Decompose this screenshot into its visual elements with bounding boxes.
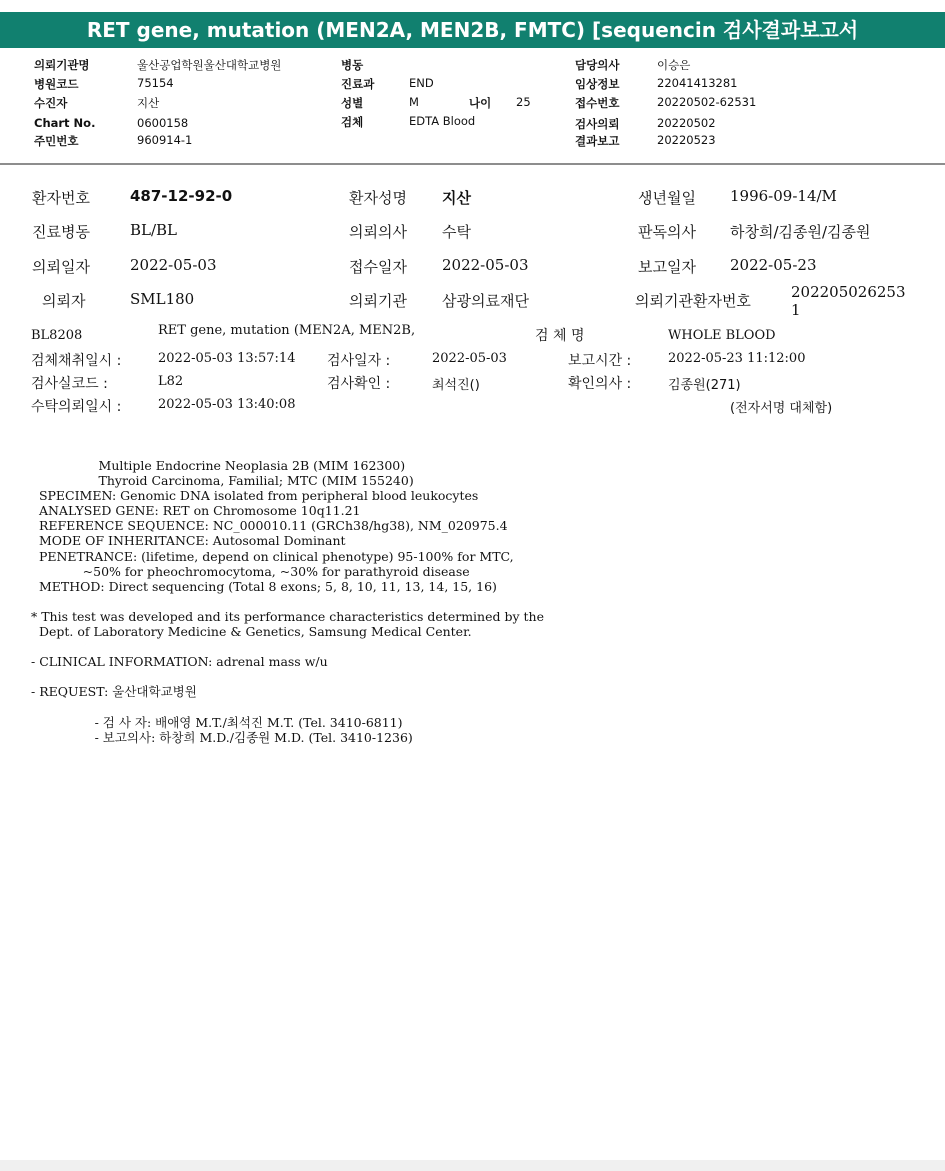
test-code: BL8208 <box>31 328 83 343</box>
header-value: 75154 <box>137 76 174 90</box>
specimen-value: WHOLE BLOOD <box>668 328 776 343</box>
header-label: Chart No. <box>34 116 96 130</box>
requesting-doctor-value: 수탁 <box>442 223 471 241</box>
report-time-value: 2022-05-23 11:12:00 <box>668 351 806 366</box>
ward-label: 진료병동 <box>32 223 90 241</box>
header-label: 수진자 <box>34 96 68 110</box>
header-value: 20220523 <box>657 133 716 147</box>
receipt-date-value: 2022-05-03 <box>442 256 529 274</box>
header-label: 주민번호 <box>34 134 79 148</box>
header-value: 960914-1 <box>137 133 193 147</box>
header-label: 검사의뢰 <box>575 117 620 131</box>
header-label: 진료과 <box>341 77 375 91</box>
request-date-label: 의뢰일자 <box>32 258 90 276</box>
requester-value: SML180 <box>130 290 195 308</box>
reading-doctor-value: 하창희/김종원/김종원 <box>730 223 871 241</box>
specimen-label: 검 체 명 <box>535 328 585 344</box>
patient-no-label: 환자번호 <box>32 189 90 207</box>
report-date-value: 2022-05-23 <box>730 256 817 274</box>
header-label: 임상정보 <box>575 77 620 91</box>
confirm-label: 검사확인 : <box>327 376 391 392</box>
birth-label: 생년월일 <box>638 189 696 207</box>
patient-name-value: 지산 <box>442 189 471 207</box>
requester-label: 의뢰자 <box>42 292 86 310</box>
institution-value: 삼광의료재단 <box>442 292 529 310</box>
reading-doctor-label: 판독의사 <box>638 223 696 241</box>
consign-value: 2022-05-03 13:40:08 <box>158 397 296 412</box>
header-label: 접수번호 <box>575 96 620 110</box>
esign-note: (전자서명 대체함) <box>730 401 833 416</box>
header-value: 지산 <box>137 96 160 110</box>
header-label: 성별 <box>341 96 364 110</box>
header-label: 나이 <box>469 96 492 110</box>
header-label: 의뢰기관명 <box>34 58 90 72</box>
inst-patient-no-value-line2: 1 <box>791 301 801 319</box>
report-date-label: 보고일자 <box>638 258 696 276</box>
consign-label: 수탁의뢰일시 : <box>31 399 122 415</box>
header-value: 이승은 <box>657 58 691 72</box>
collected-label: 검체채취일시 : <box>31 353 122 369</box>
header-value: 0600158 <box>137 116 189 130</box>
birth-value: 1996-09-14/M <box>730 187 837 205</box>
lab-code-value: L82 <box>158 374 184 389</box>
collected-value: 2022-05-03 13:57:14 <box>158 351 296 366</box>
report-title: RET gene, mutation (MEN2A, MEN2B, FMTC) [sequencin 검사결과보고서 <box>0 12 945 48</box>
lab-code-label: 검사실코드 : <box>31 376 108 392</box>
confirm-doctor-label: 확인의사 : <box>568 376 632 392</box>
confirm-value: 최석진() <box>432 378 480 393</box>
patient-name-label: 환자성명 <box>349 189 407 207</box>
receipt-date-label: 접수일자 <box>349 258 407 276</box>
header-value: 22041413281 <box>657 76 738 90</box>
header-label: 담당의사 <box>575 58 620 72</box>
report-body: Multiple Endocrine Neoplasia 2B (MIM 162300) Thyroid Carcinoma, Familial; MTC (MIM 155240) SPECIMEN: Genomic DNA isolated from peripheral blood leukocytes ANALYSED GENE: RET on Chromosome 10q11.21 REFERENCE SEQUENCE: NC_000010.11 (GRCh38/hg38), NM_020975.4 MODE OF INHERITANCE: Autosomal Dominant PENETRANCE: (lifetime, depend on clinical phenotype) 95-100% for MTC, ~50% for pheochromocytoma, ~30% for parathyroid disease METHOD: Direct sequencing (Total 8 exons; 5, 8, 10, 11, 13, 14, 15, 16) * This test was developed and its performance characteristics determined by the Dept. of Laboratory Medicine & Genetics, Samsung Medical Center. - CLINICAL INFORMATION: adrenal mass w/u - REQUEST: 울산대학교병원 - 검 사 자: 배애영 M.T./최석진 M.T. (Tel. 3410-6811) - 보고의사: 하창희 M.D./김종원 M.D. (Tel. 3410-1236) <box>31 458 544 745</box>
header-label: 결과보고 <box>575 134 620 148</box>
institution-label: 의뢰기관 <box>349 292 407 310</box>
inst-patient-no-value-line1: 202205026253 <box>791 283 906 301</box>
test-date-label: 검사일자 : <box>327 353 391 369</box>
report-time-label: 보고시간 : <box>568 353 632 369</box>
ward-value: BL/BL <box>130 221 178 239</box>
patient-no-value: 487-12-92-0 <box>130 187 233 205</box>
header-value: 25 <box>516 95 531 109</box>
inst-patient-no-label: 의뢰기관환자번호 <box>635 292 751 310</box>
requesting-doctor-label: 의뢰의사 <box>349 223 407 241</box>
header-value: END <box>409 76 434 90</box>
header-value: 20220502-62531 <box>657 95 757 109</box>
header-label: 병동 <box>341 58 364 72</box>
header-value: 20220502 <box>657 116 716 130</box>
header-value: M <box>409 95 419 109</box>
bottom-strip <box>0 1160 945 1171</box>
header-value: 울산공업학원울산대학교병원 <box>137 58 282 72</box>
header-divider <box>0 163 945 165</box>
test-date-value: 2022-05-03 <box>432 351 507 366</box>
confirm-doctor-value: 김종원(271) <box>668 378 741 393</box>
request-date-value: 2022-05-03 <box>130 256 217 274</box>
header-value: EDTA Blood <box>409 114 476 128</box>
test-name: RET gene, mutation (MEN2A, MEN2B, <box>158 323 416 338</box>
header-label: 검체 <box>341 115 364 129</box>
header-label: 병원코드 <box>34 77 79 91</box>
